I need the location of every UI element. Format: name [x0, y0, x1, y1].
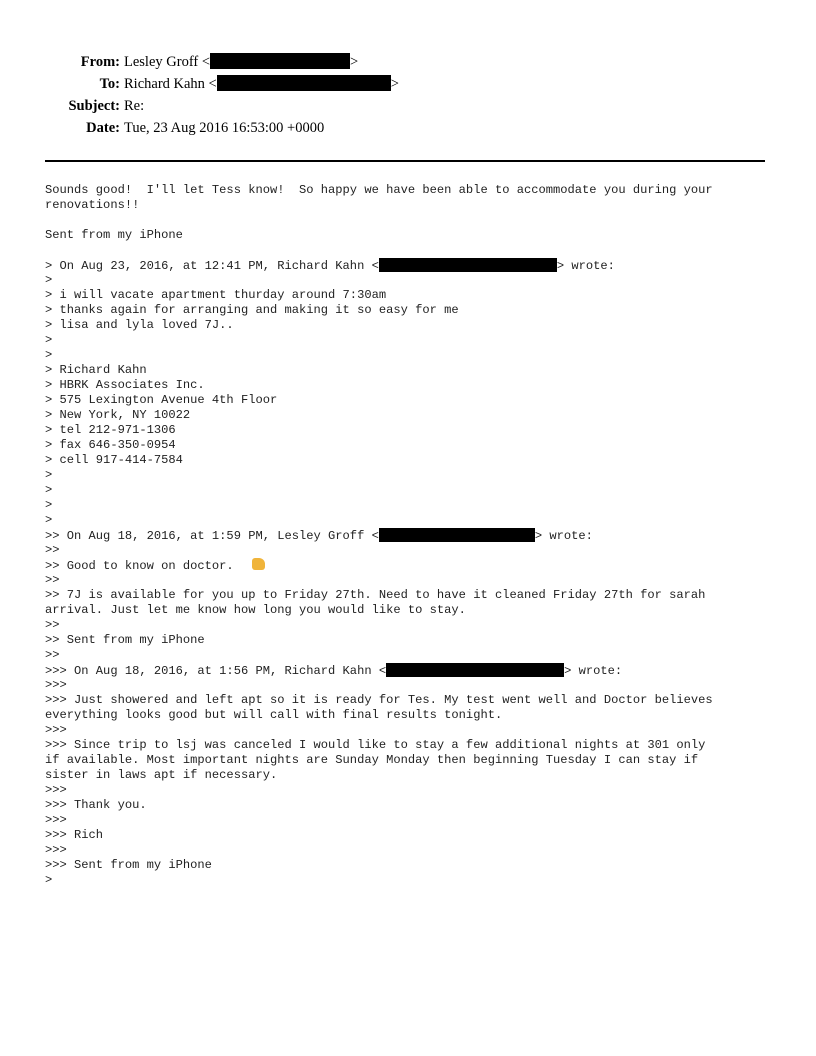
- quote-line: > lisa and lyla loved 7J..: [45, 318, 234, 332]
- quote-header: [45, 258, 775, 273]
- quote-line: >>>: [45, 843, 67, 857]
- to-value: [124, 74, 399, 94]
- from-name: Lesley Groff <: [124, 54, 211, 70]
- quote-line: > New York, NY 10022: [45, 408, 191, 422]
- blank-line: [45, 243, 775, 258]
- blank-line: [45, 213, 775, 228]
- quote-line: >: [45, 513, 53, 527]
- quote-line: > tel 212-971-1306: [45, 423, 176, 437]
- quote-header-text: >>> On Aug 18, 2016, at 1:56 PM, Richard Kahn <: [45, 664, 387, 678]
- quote-line: >>> Just showered and left apt so it is ready for Tes. My test went well and Doctor believes: [45, 693, 713, 707]
- quote-header-end: > wrote:: [556, 259, 615, 273]
- quote-line: >>>: [45, 723, 67, 737]
- quote-line: > HBRK Associates Inc.: [45, 378, 205, 392]
- quote-line: >>>: [45, 783, 67, 797]
- quote-line: >: [45, 498, 53, 512]
- date-label: Date:: [86, 120, 120, 136]
- quote-text: >> Good to know on doctor.: [45, 559, 234, 573]
- redaction-block: [386, 663, 564, 677]
- quote-line: >: [45, 348, 53, 362]
- quote-header-end: > wrote:: [564, 664, 623, 678]
- quote-line: > Richard Kahn: [45, 363, 147, 377]
- subject-label: Subject:: [68, 98, 120, 114]
- quote-line: if available. Most important nights are Sunday Monday then beginning Tuesday I can stay if: [45, 753, 699, 767]
- quote-header-end: > wrote:: [534, 529, 593, 543]
- quote-header: [45, 663, 775, 678]
- subject-value: Re:: [124, 98, 145, 114]
- quote-line: > fax 646-350-0954: [45, 438, 176, 452]
- quote-line: [45, 558, 775, 573]
- thumbs-up-icon: [252, 558, 265, 570]
- date-value: Tue, 23 Aug 2016 16:53:00 +0000: [124, 120, 325, 136]
- quote-line: >>>: [45, 813, 67, 827]
- quote-line: >: [45, 468, 53, 482]
- quote-header-text: > On Aug 23, 2016, at 12:41 PM, Richard Kahn <: [45, 259, 379, 273]
- quote-line: >: [45, 873, 53, 887]
- date-row: [0, 118, 816, 138]
- from-value: [124, 52, 358, 72]
- quote-line: >: [45, 333, 53, 347]
- body-line: renovations!!: [45, 198, 140, 212]
- redaction-block: [379, 528, 535, 542]
- quote-line: >> Sent from my iPhone: [45, 633, 205, 647]
- subject-row: [0, 96, 816, 116]
- quote-line: >>: [45, 648, 60, 662]
- redaction-block: [379, 258, 557, 272]
- quote-line: > thanks again for arranging and making it so easy for me: [45, 303, 459, 317]
- signature-line: Sent from my iPhone: [45, 228, 183, 242]
- quote-line: arrival. Just let me know how long you would like to stay.: [45, 603, 466, 617]
- email-body: [45, 183, 775, 888]
- quote-line: >>: [45, 573, 60, 587]
- to-end: >: [390, 76, 399, 92]
- quote-line: >: [45, 483, 53, 497]
- to-name: Richard Kahn <: [124, 76, 217, 92]
- redaction-block: [217, 75, 391, 91]
- quote-line: >>> Since trip to lsj was canceled I would like to stay a few additional nights at 301 only: [45, 738, 706, 752]
- quote-line: everything looks good but will call with final results tonight.: [45, 708, 503, 722]
- quote-line: >> 7J is available for you up to Friday 27th. Need to have it cleaned Friday 27th for sarah: [45, 588, 706, 602]
- quote-line: >>>: [45, 678, 67, 692]
- quote-line: sister in laws apt if necessary.: [45, 768, 278, 782]
- from-row: [0, 52, 816, 72]
- quote-line: > 575 Lexington Avenue 4th Floor: [45, 393, 278, 407]
- quote-line: >>: [45, 618, 60, 632]
- header-divider: [45, 160, 765, 162]
- quote-line: >: [45, 273, 53, 287]
- from-end: >: [350, 54, 359, 70]
- quote-line: > i will vacate apartment thurday around 7:30am: [45, 288, 387, 302]
- from-label: From:: [80, 54, 120, 70]
- body-line: Sounds good! I'll let Tess know! So happy we have been able to accommodate you during your: [45, 183, 713, 197]
- quote-header-text: >> On Aug 18, 2016, at 1:59 PM, Lesley Groff <: [45, 529, 379, 543]
- quote-line: >>> Sent from my iPhone: [45, 858, 212, 872]
- quote-line: > cell 917-414-7584: [45, 453, 183, 467]
- quote-header: [45, 528, 775, 543]
- quote-line: >>> Rich: [45, 828, 104, 842]
- to-row: [0, 74, 816, 94]
- quote-line: >>: [45, 543, 60, 557]
- quote-line: >>> Thank you.: [45, 798, 147, 812]
- redaction-block: [210, 53, 350, 69]
- to-label: To:: [99, 76, 120, 92]
